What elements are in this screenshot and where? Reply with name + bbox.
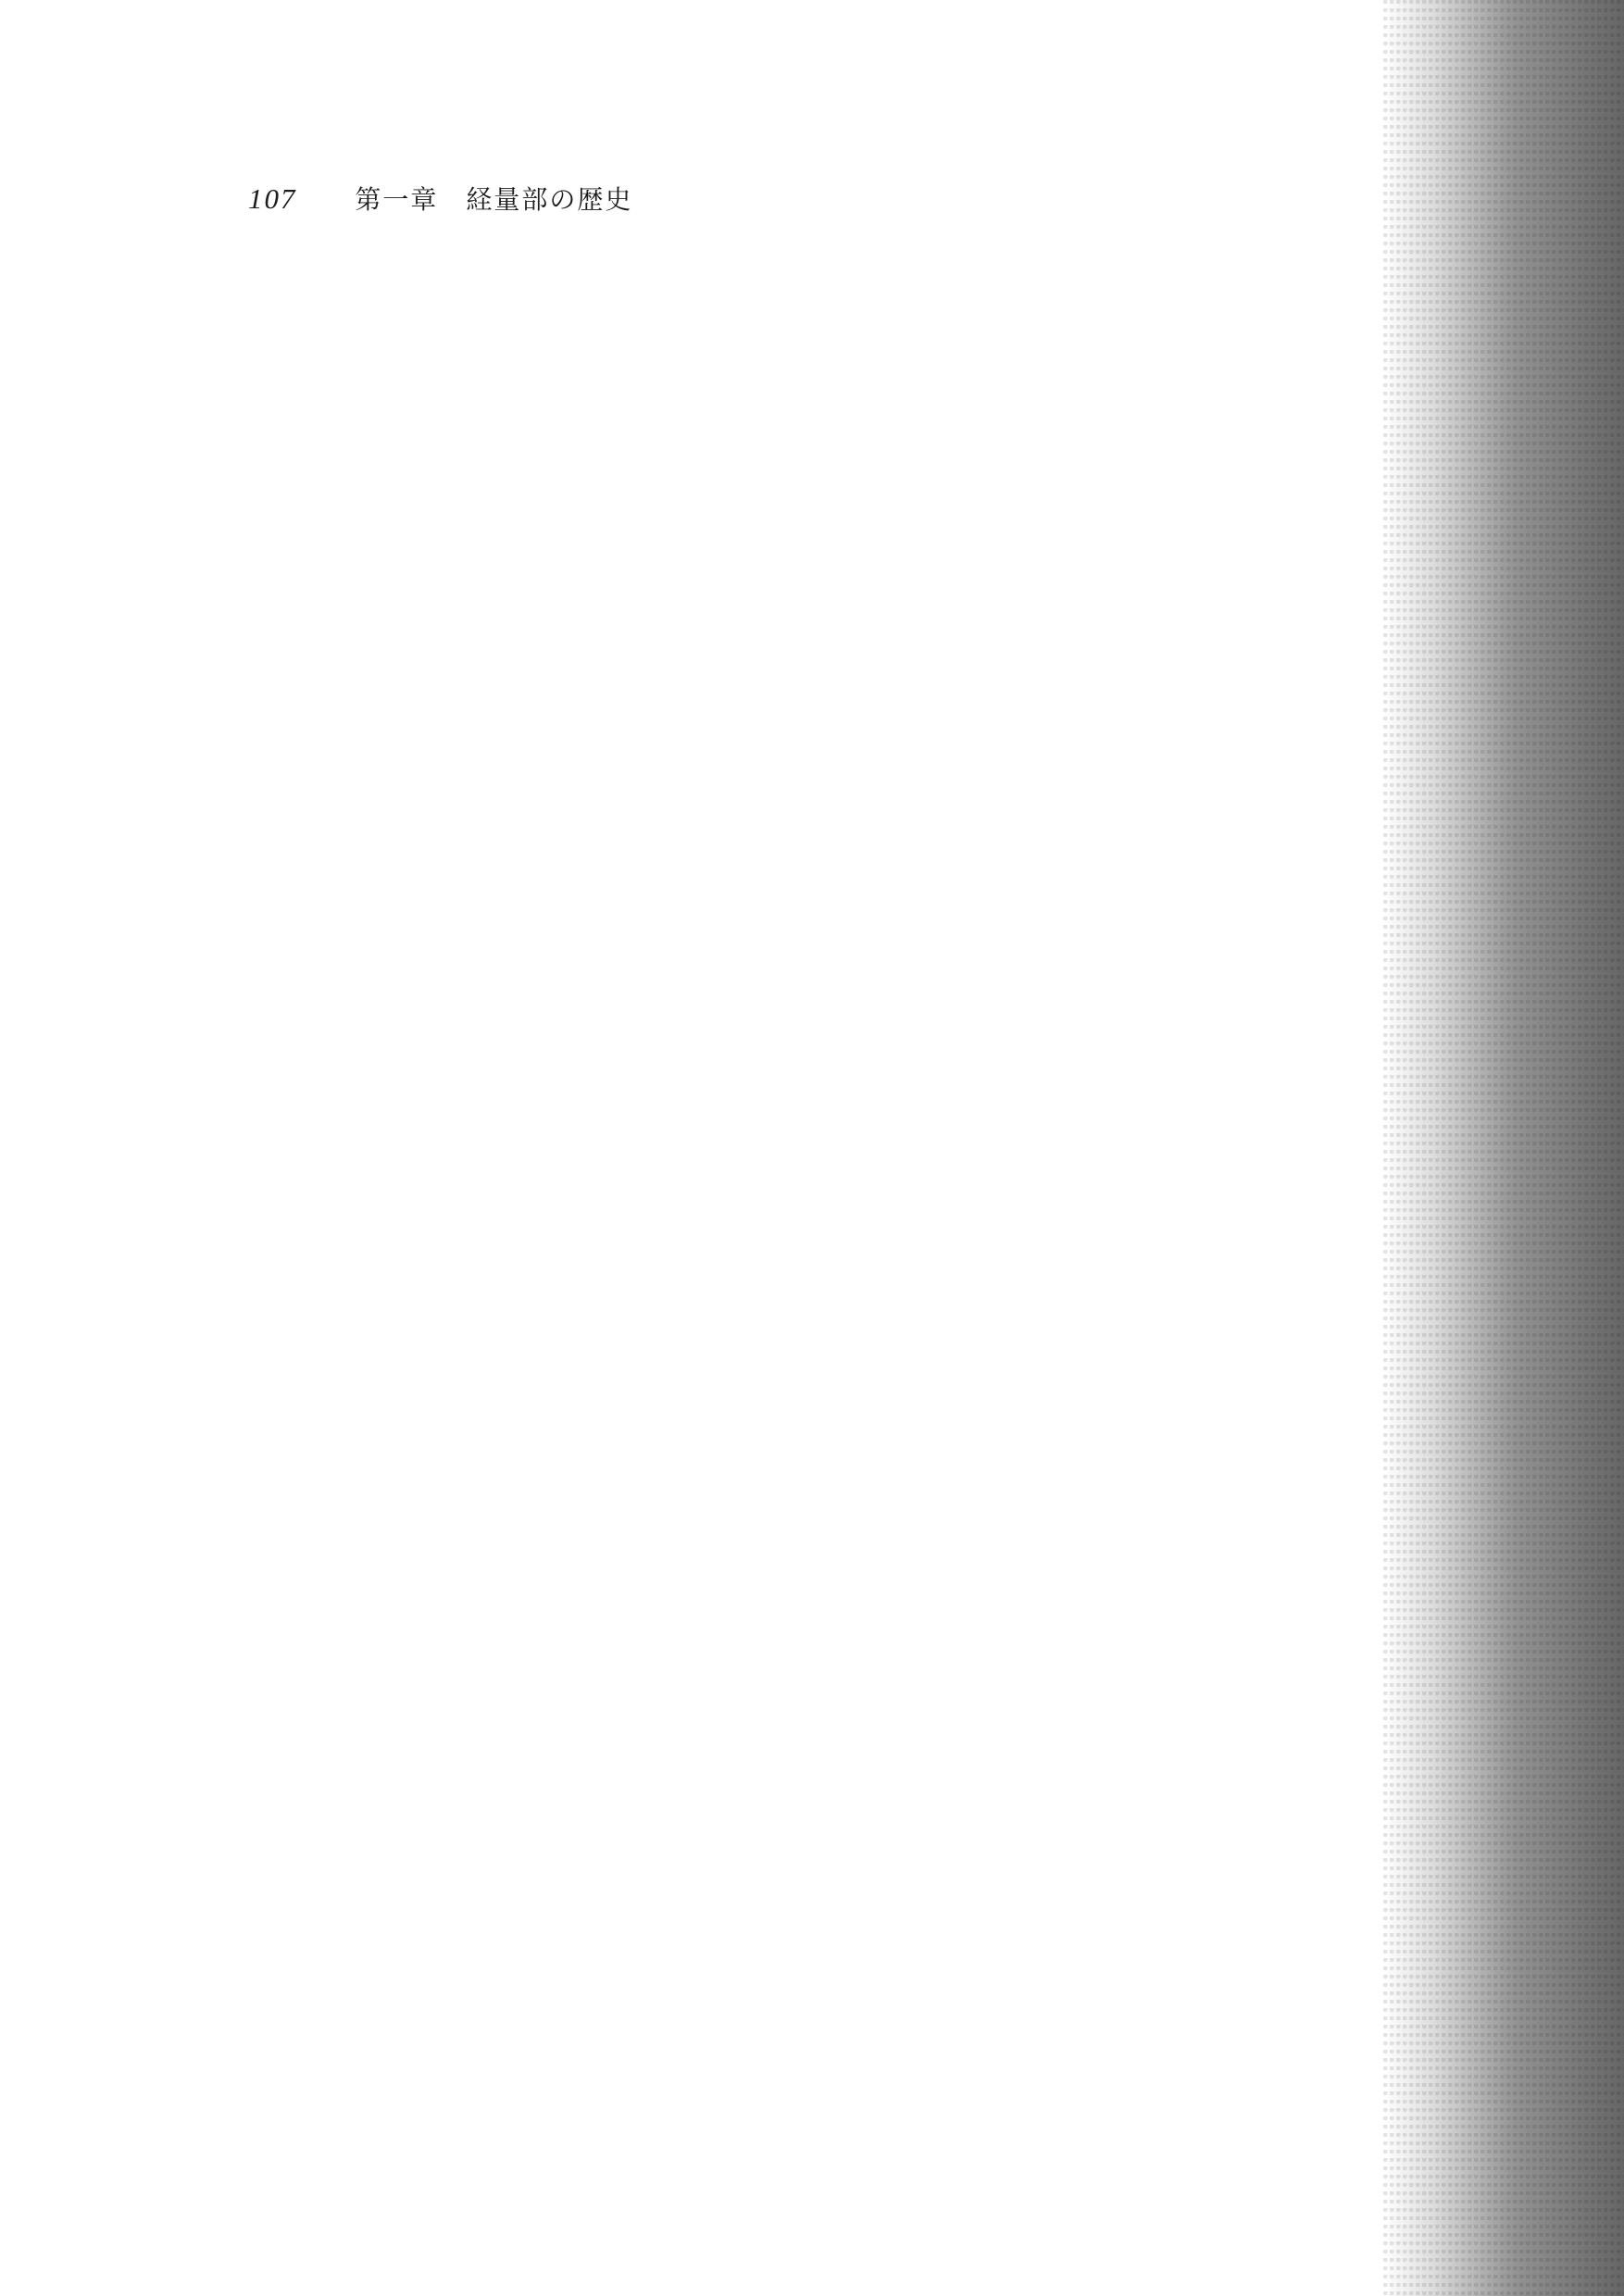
body-text xyxy=(243,250,1506,2018)
running-head xyxy=(248,180,632,217)
page-number: 107 xyxy=(248,182,297,215)
chapter-title: 第一章 経量部の歴史 xyxy=(355,184,633,215)
